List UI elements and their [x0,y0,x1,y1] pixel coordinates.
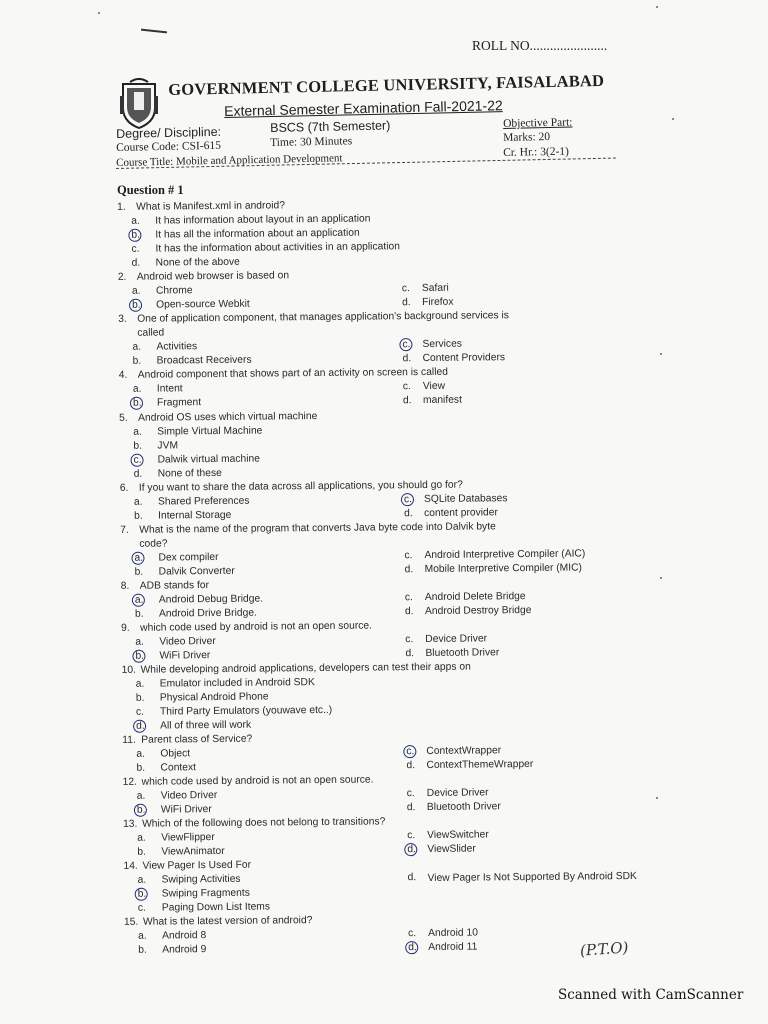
option-text: ContextThemeWrapper [426,758,534,771]
option-key: b. [138,944,147,956]
option-key: d. [404,564,414,576]
option-key: b. [132,299,141,311]
option-key: b. [136,762,146,774]
option-key: c. [401,283,410,295]
option-text: Intent [156,383,183,395]
option-key: c. [402,339,411,351]
answer-circle-mark [130,454,143,467]
course-title: Course Title: Mobile and Application Development [116,152,343,169]
option-key: d. [408,942,417,954]
credit-hours: Cr. Hr.: 3(2-1) [503,145,570,159]
option-key: b. [134,608,144,620]
degree-value: BSCS (7th Semester) [270,118,391,135]
option-key: b. [132,355,142,367]
answer-circle-mark [128,229,141,242]
option-text: Third Party Emulators (youwave etc..) [159,704,333,718]
question-text: View Pager Is Used For [142,859,252,872]
option-text: Emulator included in Android SDK [159,677,315,690]
answer-circle-mark [401,493,414,506]
option-key: d. [407,844,416,856]
option-key: c. [405,634,414,646]
option-text: It has all the information about an application [155,227,360,241]
option-text: Dalvik Converter [158,565,235,578]
option-key: a. [137,874,147,886]
option-text: ViewSlider [427,843,476,855]
answer-circle-mark [404,843,417,856]
option-key: b. [137,888,147,900]
answer-circle-mark [131,552,144,565]
option-text: Video Driver [159,636,216,648]
option-text: Services [422,338,462,351]
option-text: Android 9 [162,944,207,956]
option-text: Context [160,762,197,774]
option-text: Android Debug Bridge. [158,593,264,606]
option-key: b. [135,650,145,662]
roll-no: ROLL NO....................... [472,38,608,53]
answer-circle-mark [134,804,147,817]
option-key: b. [136,804,146,816]
option-text: None of these [157,467,222,480]
option-key: c. [135,706,145,718]
answer-circle-mark [130,397,143,410]
option-key: b. [134,510,143,522]
option-text: None of the above [155,256,240,269]
question-number: 1. [117,201,126,213]
option-text: Fragment [156,397,202,409]
option-text: JVM [157,440,179,452]
question-text: Which of the following does not belong to transitions? [141,816,386,830]
option-key: d. [406,760,416,772]
scan-speck [660,577,662,579]
question-text: What is the latest version of android? [142,915,313,928]
option-text: Firefox [421,296,454,309]
option-key: c. [402,381,411,393]
option-text: Open-source Webkit [156,298,250,311]
question-text: Android OS uses which virtual machine [138,411,318,424]
question-text: Parent class of Service? [141,733,253,746]
option-text: Android 10 [428,927,478,939]
option-key: d. [406,802,416,814]
option-text: Android 8 [162,930,207,942]
question-text: One of application component, that manages application's background services is [137,310,509,325]
question-number: 14. [123,860,138,872]
option-text: Android Interpretive Compiler (AIC) [424,548,586,561]
option-text: It has the information about activities in an application [155,241,400,255]
option-key: a. [135,636,144,648]
option-key: d. [407,872,417,884]
question-text: What is Manifest.xml in android? [136,200,285,213]
option-text: WiFi Driver [160,804,212,816]
scanner-watermark: Scanned with CamScanner [558,987,744,1003]
pto-annotation: (P.T.O) [579,938,629,960]
option-text: Physical Android Phone [159,691,269,704]
option-key: c. [406,788,415,800]
option-text: Android 11 [428,941,478,953]
option-text: Simple Virtual Machine [157,425,263,438]
option-text: Android Destroy Bridge [424,604,532,617]
option-key: b. [137,846,146,858]
option-text: Android Delete Bridge [424,591,526,603]
option-text: ContextWrapper [426,745,502,757]
question-text: While developing android applications, developers can test their apps on [140,661,471,676]
option-key: a. [134,594,144,606]
option-key: a. [133,496,143,508]
option-text: Internal Storage [158,509,232,522]
question-number: 6. [119,482,129,494]
objective-part: Objective Part: [503,116,573,130]
option-text: View [422,380,446,393]
option-key: a. [133,426,142,438]
option-key: c. [407,830,416,842]
answer-circle-mark [405,941,418,954]
option-text: ViewFlipper [161,832,215,844]
question-text: What is the name of the program that converts Java byte code into Dalvik byte [139,521,496,536]
option-key: d. [136,720,145,732]
question-number: 8. [120,580,130,592]
option-key: d. [402,353,412,365]
option-text: Video Driver [160,789,218,802]
question-number: 4. [118,369,128,381]
option-text: Bluetooth Driver [426,801,501,813]
option-text: content provider [424,507,498,519]
option-key: b. [131,229,141,241]
option-text: Swiping Activities [161,873,241,886]
option-text: Dex compiler [158,551,219,564]
option-key: d. [404,606,414,618]
question-text: which code used by android is not an open source. [140,620,373,634]
question-number: 12. [122,776,138,788]
option-text: Shared Preferences [157,495,250,508]
option-key: a. [136,790,146,802]
exam-title: External Semester Examination Fall-2021-22 [224,97,503,119]
scan-speck [98,12,100,14]
option-key: c. [133,454,142,466]
option-text: Device Driver [426,787,489,799]
question-number: 10. [121,664,136,676]
option-text: View Pager Is Not Supported By Android SDK [427,870,637,884]
scan-speck [656,6,658,8]
option-text: All of three will work [160,719,252,732]
option-text: Content Providers [422,352,506,365]
exam-time: Time: 30 Minutes [270,135,353,149]
option-text: Swiping Fragments [161,887,250,900]
option-text: Broadcast Receivers [156,354,252,367]
question-text: Android component that shows part of an activity on screen is called [137,366,449,381]
question-number: 11. [122,734,136,746]
option-text: Dalwik virtual machine [157,453,261,466]
option-key: a. [131,215,140,227]
option-text: Paging Down List Items [161,901,271,914]
option-key: c. [406,746,415,758]
option-key: a. [135,678,145,690]
option-key: a. [138,930,147,942]
answer-circle-mark [403,745,416,758]
option-text: It has information about layout in an application [155,213,371,227]
scan-speck [656,797,658,799]
option-key: b. [135,692,145,704]
option-text: Object [160,748,191,760]
option-text: Bluetooth Driver [425,647,500,659]
question-number: 15. [123,916,139,928]
answer-circle-mark [135,888,148,901]
question-number: 3. [118,313,127,325]
answer-circle-mark [133,720,146,733]
option-key: a. [131,285,141,297]
option-key: d. [401,297,411,309]
option-key: a. [137,832,146,844]
question-number: 9. [121,622,130,634]
option-key: c. [137,902,146,914]
option-key: c. [404,550,413,562]
question-text: If you want to share the data across all applications, you should go for? [138,479,463,494]
question-number: 2. [117,271,127,283]
question-text: code? [139,538,168,550]
option-key: c. [131,243,140,255]
answer-circle-mark [132,594,145,607]
question-text: ADB stands for [139,580,210,592]
marks: Marks: 20 [503,131,551,144]
option-text: Safari [421,282,449,295]
option-key: c. [408,928,417,940]
option-key: b. [132,397,142,409]
option-key: c. [404,592,413,604]
option-text: WiFi Driver [159,650,211,662]
scan-speck [672,118,674,120]
option-text: Android Drive Bridge. [158,607,257,620]
option-key: b. [134,566,144,578]
question-text: which code used by android is not an open source. [141,774,374,788]
option-text: ViewSwitcher [427,829,489,841]
option-key: b. [133,440,143,452]
option-key: d. [131,257,141,269]
question-number: 13. [122,818,138,830]
option-text: Device Driver [425,633,488,645]
option-text: ViewAnimator [161,845,225,858]
question-number: 7. [120,524,129,536]
course-code: Course Code: CSI-615 [116,139,222,154]
option-key: d. [405,648,415,660]
option-text: Mobile Interpretive Compiler (MIC) [424,562,583,575]
option-key: d. [133,468,143,480]
answer-circle-mark [399,338,412,351]
question-heading: Question # 1 [117,183,184,197]
answer-circle-mark [129,299,142,312]
option-key: a. [132,383,142,395]
question-number: 5. [119,412,128,424]
option-text: Activities [156,341,198,353]
option-key: d. [402,395,412,407]
question-text: Android web browser is based on [136,270,290,283]
option-text: SQLite Databases [423,493,508,506]
option-key: a. [134,552,144,564]
scan-speck [660,353,662,355]
option-key: a. [132,341,142,353]
option-key: a. [136,748,146,760]
option-text: Chrome [155,285,193,297]
answer-circle-mark [132,650,145,663]
option-text: manifest [422,394,462,407]
option-key: c. [403,494,413,506]
option-key: d. [404,508,413,520]
degree-label: Degree/ Discipline: [116,124,222,141]
question-text: called [137,327,165,339]
university-name: GOVERNMENT COLLEGE UNIVERSITY, FAISALABAD [168,70,605,99]
